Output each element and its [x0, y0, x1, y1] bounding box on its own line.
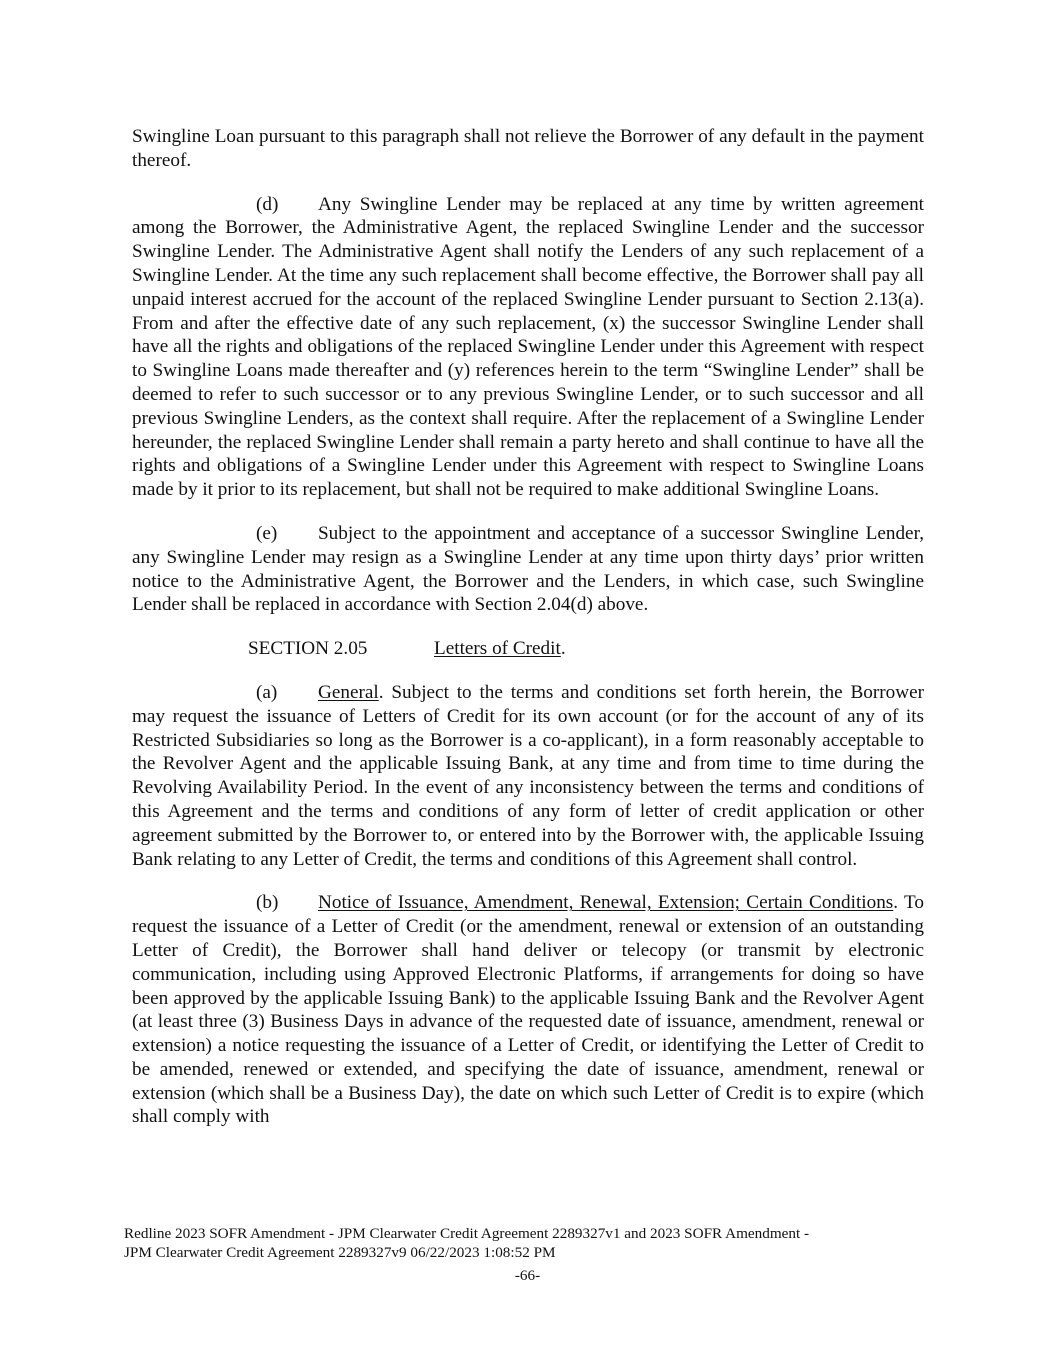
continuation-paragraph — [132, 125, 924, 173]
document-footer — [124, 1224, 924, 1262]
paragraph-a-text: Subject to the terms and conditions set forth herein, the Borrower may request the issuance of Letters of Credit for its own account (or for the account of any of its Restricted Subsidiaries so long as the Borrower is a co-applicant), in a form reasonably acceptable to the Revolver Agent and the applicable Issuing Bank, at any time and from time to time during the Revolving Availability Period. In the event of any inconsistency between the terms and conditions of this Agreement and the terms and conditions of any form of letter of credit application or other agreement submitted by the Borrower to, or entered into by the Borrower with, the applicable Issuing Bank relating to any Letter of Credit, the terms and conditions of this Agreement shall control. — [132, 681, 924, 870]
paragraph-b-heading-period: . — [893, 892, 899, 914]
paragraph-b-heading: Notice of Issuance, Amendment, Renewal, Extension; Certain Conditions — [318, 892, 894, 914]
paragraph-a-heading: General — [318, 681, 379, 703]
paragraph-e-label: (e) — [256, 522, 278, 544]
paragraph-b-text: To request the issuance of a Letter of Credit (or the amendment, renewal or extension of an outstanding Letter of Credit), the Borrower shall hand deliver or telecopy (or transmit by electronic communication, including using Approved Electronic Platforms, if arrangements for doing so have been approved by the applicable Issuing Bank) to the applicable Issuing Bank and the Revolver Agent (at least three (3) Business Days in advance of the requested date of issuance, amendment, renewal or extension) a notice requesting the issuance of a Letter of Credit, or identifying the Letter of Credit to be amended, renewed or extended, and specifying the date of issuance, amendment, renewal or extension (which shall be a Business Day), the date on which such Letter of Credit is to expire (which shall comply with — [132, 892, 924, 1128]
paragraph-a-heading-period: . — [378, 681, 384, 703]
section-heading — [248, 637, 924, 661]
paragraph-d — [132, 193, 924, 502]
paragraph-a-label: (a) — [256, 681, 278, 703]
page-number: -66- — [514, 1267, 541, 1284]
paragraph-b-label: (b) — [256, 892, 279, 914]
section-number: SECTION 2.05 — [248, 638, 368, 660]
paragraph-e — [132, 522, 924, 617]
paragraph-d-label: (d) — [256, 193, 279, 215]
document-body — [132, 125, 924, 1149]
footer-line-1: Redline 2023 SOFR Amendment - JPM Clearwater Credit Agreement 2289327v1 and 2023 SOFR Amendment - — [124, 1225, 810, 1242]
continuation-text: Swingline Loan pursuant to this paragraph shall not relieve the Borrower of any default in the payment thereof. — [132, 126, 924, 171]
paragraph-e-text: Subject to the appointment and acceptance of a successor Swingline Lender, any Swingline Lender may resign as a Swingline Lender at any time upon thirty days’ prior written notice to the Administrative Agent, the Borrower and the Lenders, in which case, such Swingline Lender shall be replaced in accordance with Section 2.04(d) above. — [132, 522, 924, 616]
paragraph-b — [132, 891, 924, 1129]
section-title: Letters of Credit — [434, 638, 561, 660]
section-title-period: . — [560, 638, 566, 660]
paragraph-a — [132, 681, 924, 871]
paragraph-d-text: Any Swingline Lender may be replaced at any time by written agreement among the Borrower, the Administrative Agent, the replaced Swingline Lender and the successor Swingline Lender. The Administrative Agent shall notify the Lenders of any such replacement of a Swingline Lender. At the time any such replacement shall become effective, the Borrower shall pay all unpaid interest accrued for the account of the replaced Swingline Lender pursuant to Section 2.13(a). From and after the effective date of any such replacement, (x) the successor Swingline Lender shall have all the rights and obligations of the replaced Swingline Lender under this Agreement with respect to Swingline Loans made thereafter and (y) references herein to the term “Swingline Lender” shall be deemed to refer to such successor or to any previous Swingline Lender, or to such successor and all previous Swingline Lenders, as the context shall require. After the replacement of a Swingline Lender hereunder, the replaced Swingline Lender shall remain a party hereto and shall continue to have all the rights and obligations of a Swingline Lender under this Agreement with respect to Swingline Loans made by it prior to its replacement, but shall not be required to make additional Swingline Loans. — [132, 193, 924, 501]
footer-line-2: JPM Clearwater Credit Agreement 2289327v9 06/22/2023 1:08:52 PM — [124, 1244, 556, 1261]
